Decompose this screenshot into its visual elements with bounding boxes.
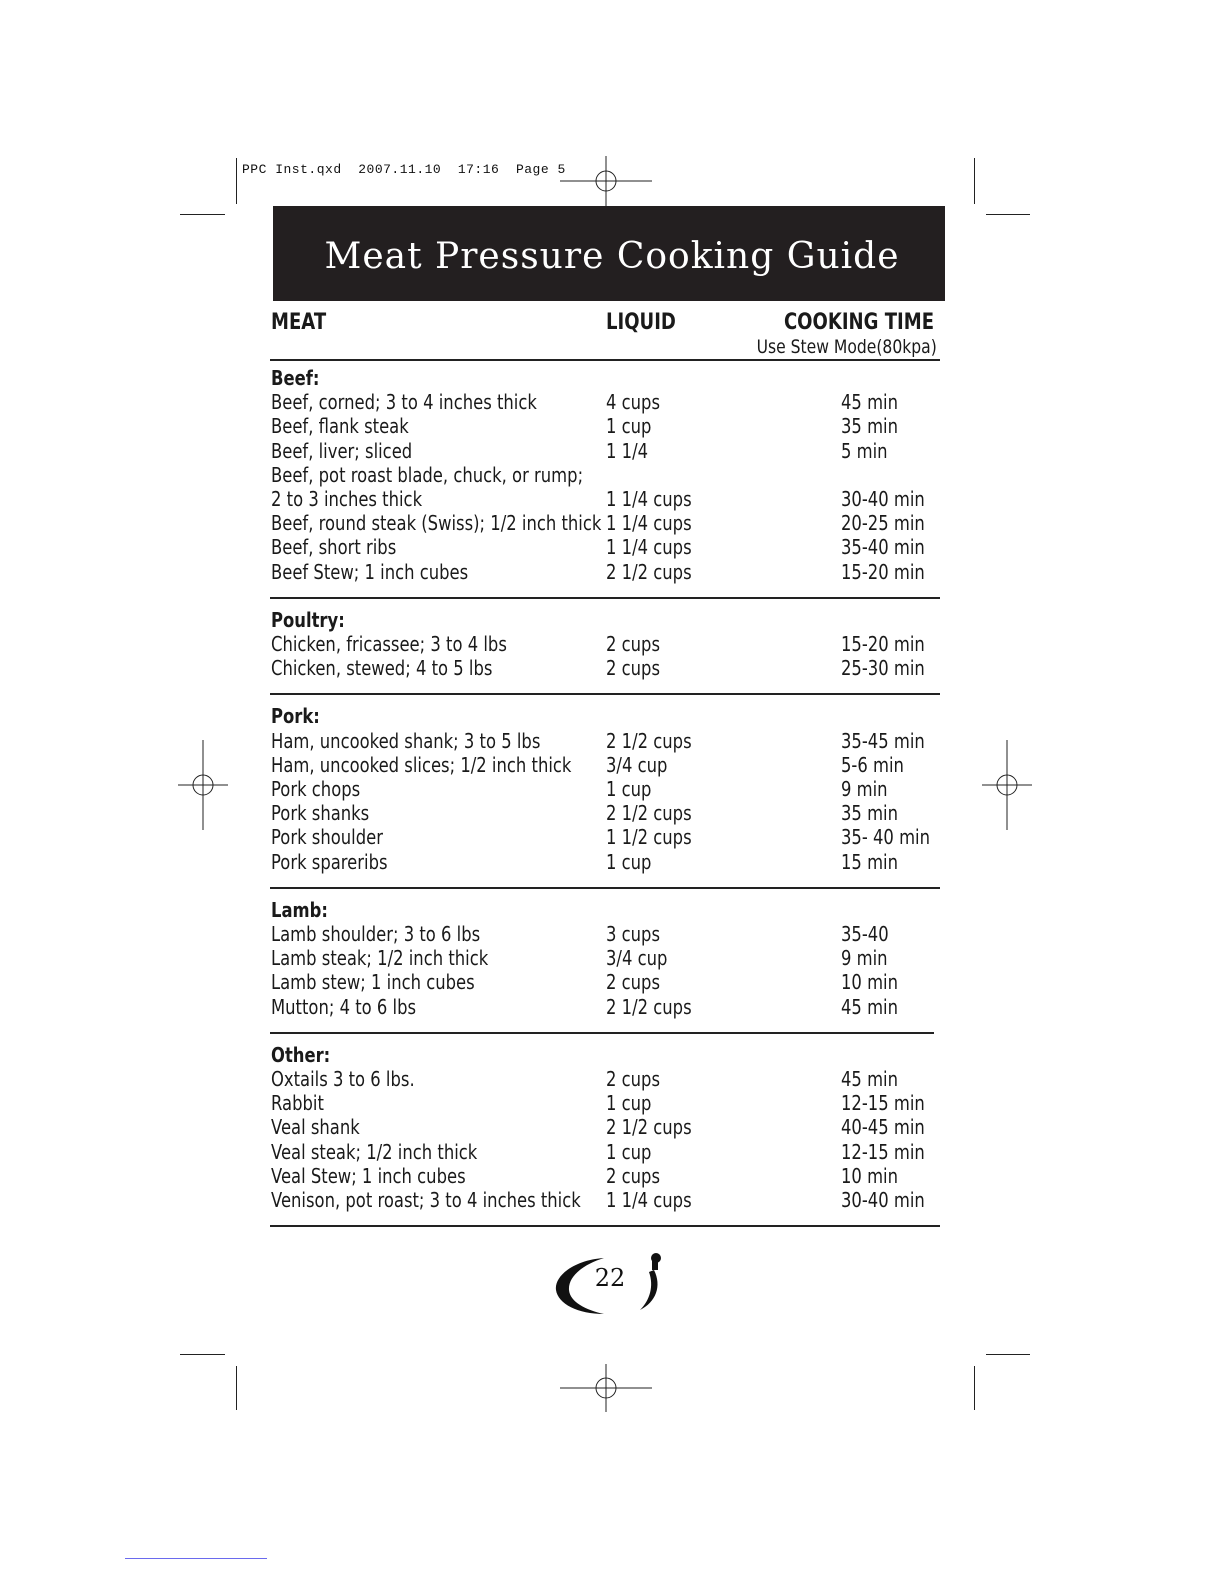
liquid-cell: 1 cup xyxy=(606,1091,652,1116)
liquid-cell: 1 1/4 xyxy=(606,438,649,463)
crop-mark xyxy=(986,1354,1030,1355)
meat-cell: Lamb shoulder; 3 to 6 lbs xyxy=(271,922,481,946)
meat-cell: Chicken, stewed; 4 to 5 lbs xyxy=(271,656,493,681)
liquid-cell: 3/4 cup xyxy=(606,946,668,971)
cooking-time-cell: 10 min xyxy=(841,970,899,995)
meat-cell: Beef, round steak (Swiss); 1/2 inch thick xyxy=(271,511,602,536)
cooking-time-cell: 35-40 min xyxy=(841,535,925,560)
page-number: 22 xyxy=(594,1264,626,1292)
crop-mark xyxy=(180,1354,225,1355)
liquid-cell: 2 1/2 cups xyxy=(606,559,692,584)
footer-underline xyxy=(125,1558,267,1559)
cooking-time-cell: 45 min xyxy=(841,994,899,1019)
meat-cell: Beef, flank steak xyxy=(271,414,409,439)
cooking-time-cell: 9 min xyxy=(841,946,888,971)
meat-cell: Beef, short ribs xyxy=(271,535,397,560)
meat-cell: Chicken, fricassee; 3 to 4 lbs xyxy=(271,632,507,656)
section-heading: Poultry: xyxy=(271,607,345,632)
meat-cell: Veal Stew; 1 inch cubes xyxy=(271,1163,466,1188)
liquid-cell: 2 cups xyxy=(606,1067,661,1091)
liquid-cell: 2 1/2 cups xyxy=(606,1115,692,1140)
meat-cell: Rabbit xyxy=(271,1091,324,1116)
liquid-cell: 2 cups xyxy=(606,970,661,995)
registration-mark-icon xyxy=(560,1364,652,1412)
cooking-time-cell: 40-45 min xyxy=(841,1115,925,1140)
section-heading: Beef: xyxy=(271,366,320,390)
meat-cell: Lamb steak; 1/2 inch thick xyxy=(271,946,489,971)
cooking-time-cell: 12-15 min xyxy=(841,1139,925,1164)
meat-cell: Veal steak; 1/2 inch thick xyxy=(271,1139,478,1164)
cooking-time-cell: 5 min xyxy=(841,438,888,463)
crop-mark xyxy=(986,214,1030,215)
cooking-time-cell: 45 min xyxy=(841,1067,899,1091)
liquid-cell: 2 cups xyxy=(606,1163,661,1188)
liquid-cell: 1 1/2 cups xyxy=(606,825,692,850)
meat-cell: 2 to 3 inches thick xyxy=(271,487,423,511)
print-slug: PPC Inst.qxd 2007.11.10 17:16 Page 5 xyxy=(242,162,566,177)
section-divider xyxy=(270,887,940,889)
cooking-time-cell: 5-6 min xyxy=(841,752,904,777)
column-header-liquid: LIQUID xyxy=(606,310,676,335)
section-divider xyxy=(270,1225,940,1227)
meat-cell: Mutton; 4 to 6 lbs xyxy=(271,994,417,1019)
registration-mark-icon xyxy=(982,740,1032,830)
liquid-cell: 2 1/2 cups xyxy=(606,994,692,1019)
meat-cell: Beef, pot roast blade, chuck, or rump; xyxy=(271,462,584,487)
crop-mark xyxy=(974,1366,975,1410)
liquid-cell: 4 cups xyxy=(606,390,661,415)
liquid-cell: 1 1/4 cups xyxy=(606,511,692,536)
cooking-time-cell: 25-30 min xyxy=(841,656,925,681)
meat-cell: Ham, uncooked shank; 3 to 5 lbs xyxy=(271,728,541,753)
liquid-cell: 2 1/2 cups xyxy=(606,728,692,753)
cooking-time-cell: 30-40 min xyxy=(841,1188,925,1212)
crop-mark xyxy=(236,158,237,204)
crop-mark xyxy=(974,158,975,204)
meat-cell: Oxtails 3 to 6 lbs. xyxy=(271,1067,415,1091)
meat-cell: Beef, liver; sliced xyxy=(271,438,413,463)
registration-mark-icon xyxy=(178,740,228,830)
liquid-cell: 2 cups xyxy=(606,632,661,656)
meat-cell: Beef, corned; 3 to 4 inches thick xyxy=(271,390,537,415)
cooking-time-cell: 30-40 min xyxy=(841,487,925,511)
crop-mark xyxy=(236,1366,237,1410)
crop-mark xyxy=(180,214,225,215)
cooking-time-cell: 12-15 min xyxy=(841,1091,925,1116)
meat-cell: Ham, uncooked slices; 1/2 inch thick xyxy=(271,752,572,777)
liquid-cell: 2 1/2 cups xyxy=(606,801,692,826)
meat-cell: Veal shank xyxy=(271,1115,360,1140)
section-heading: Lamb: xyxy=(271,897,328,922)
registration-mark-icon xyxy=(560,156,652,206)
cooking-time-cell: 35-45 min xyxy=(841,728,925,753)
liquid-cell: 1 1/4 cups xyxy=(606,1188,692,1212)
section-divider xyxy=(270,597,940,599)
meat-cell: Pork chops xyxy=(271,777,361,801)
cooking-time-cell: 45 min xyxy=(841,390,899,415)
meat-cell: Pork shanks xyxy=(271,801,370,826)
cooking-mode-note: Use Stew Mode(80kpa) xyxy=(756,336,937,358)
liquid-cell: 1 cup xyxy=(606,849,652,874)
section-divider xyxy=(270,693,940,695)
column-header-meat: MEAT xyxy=(271,310,327,335)
cooking-time-cell: 15-20 min xyxy=(841,559,925,584)
liquid-cell: 1 1/4 cups xyxy=(606,535,692,560)
cooking-time-cell: 20-25 min xyxy=(841,511,925,536)
liquid-cell: 1 cup xyxy=(606,414,652,439)
liquid-cell: 1 cup xyxy=(606,777,652,801)
meat-cell: Pork shoulder xyxy=(271,825,383,850)
cooking-time-cell: 35-40 xyxy=(841,922,889,946)
cooking-time-cell: 10 min xyxy=(841,1163,899,1188)
section-heading: Other: xyxy=(271,1042,331,1067)
meat-cell: Beef Stew; 1 inch cubes xyxy=(271,559,469,584)
section-divider xyxy=(270,1032,934,1034)
page-title: Meat Pressure Cooking Guide xyxy=(324,236,900,277)
cooking-time-cell: 35 min xyxy=(841,414,899,439)
cooking-time-cell: 35 min xyxy=(841,801,899,826)
liquid-cell: 1 1/4 cups xyxy=(606,487,692,511)
liquid-cell: 2 cups xyxy=(606,656,661,681)
liquid-cell: 1 cup xyxy=(606,1139,652,1164)
cooking-time-cell: 9 min xyxy=(841,777,888,801)
cooking-time-cell: 35- 40 min xyxy=(841,825,931,850)
meat-cell: Venison, pot roast; 3 to 4 inches thick xyxy=(271,1188,581,1212)
section-heading: Pork: xyxy=(271,704,320,729)
column-header-cooking-time: COOKING TIME xyxy=(783,310,934,335)
cooking-time-cell: 15 min xyxy=(841,849,899,874)
cooking-time-cell: 15-20 min xyxy=(841,632,925,656)
liquid-cell: 3/4 cup xyxy=(606,752,668,777)
header-divider xyxy=(270,359,940,361)
meat-cell: Pork spareribs xyxy=(271,849,388,874)
liquid-cell: 3 cups xyxy=(606,922,661,946)
meat-cell: Lamb stew; 1 inch cubes xyxy=(271,970,475,995)
